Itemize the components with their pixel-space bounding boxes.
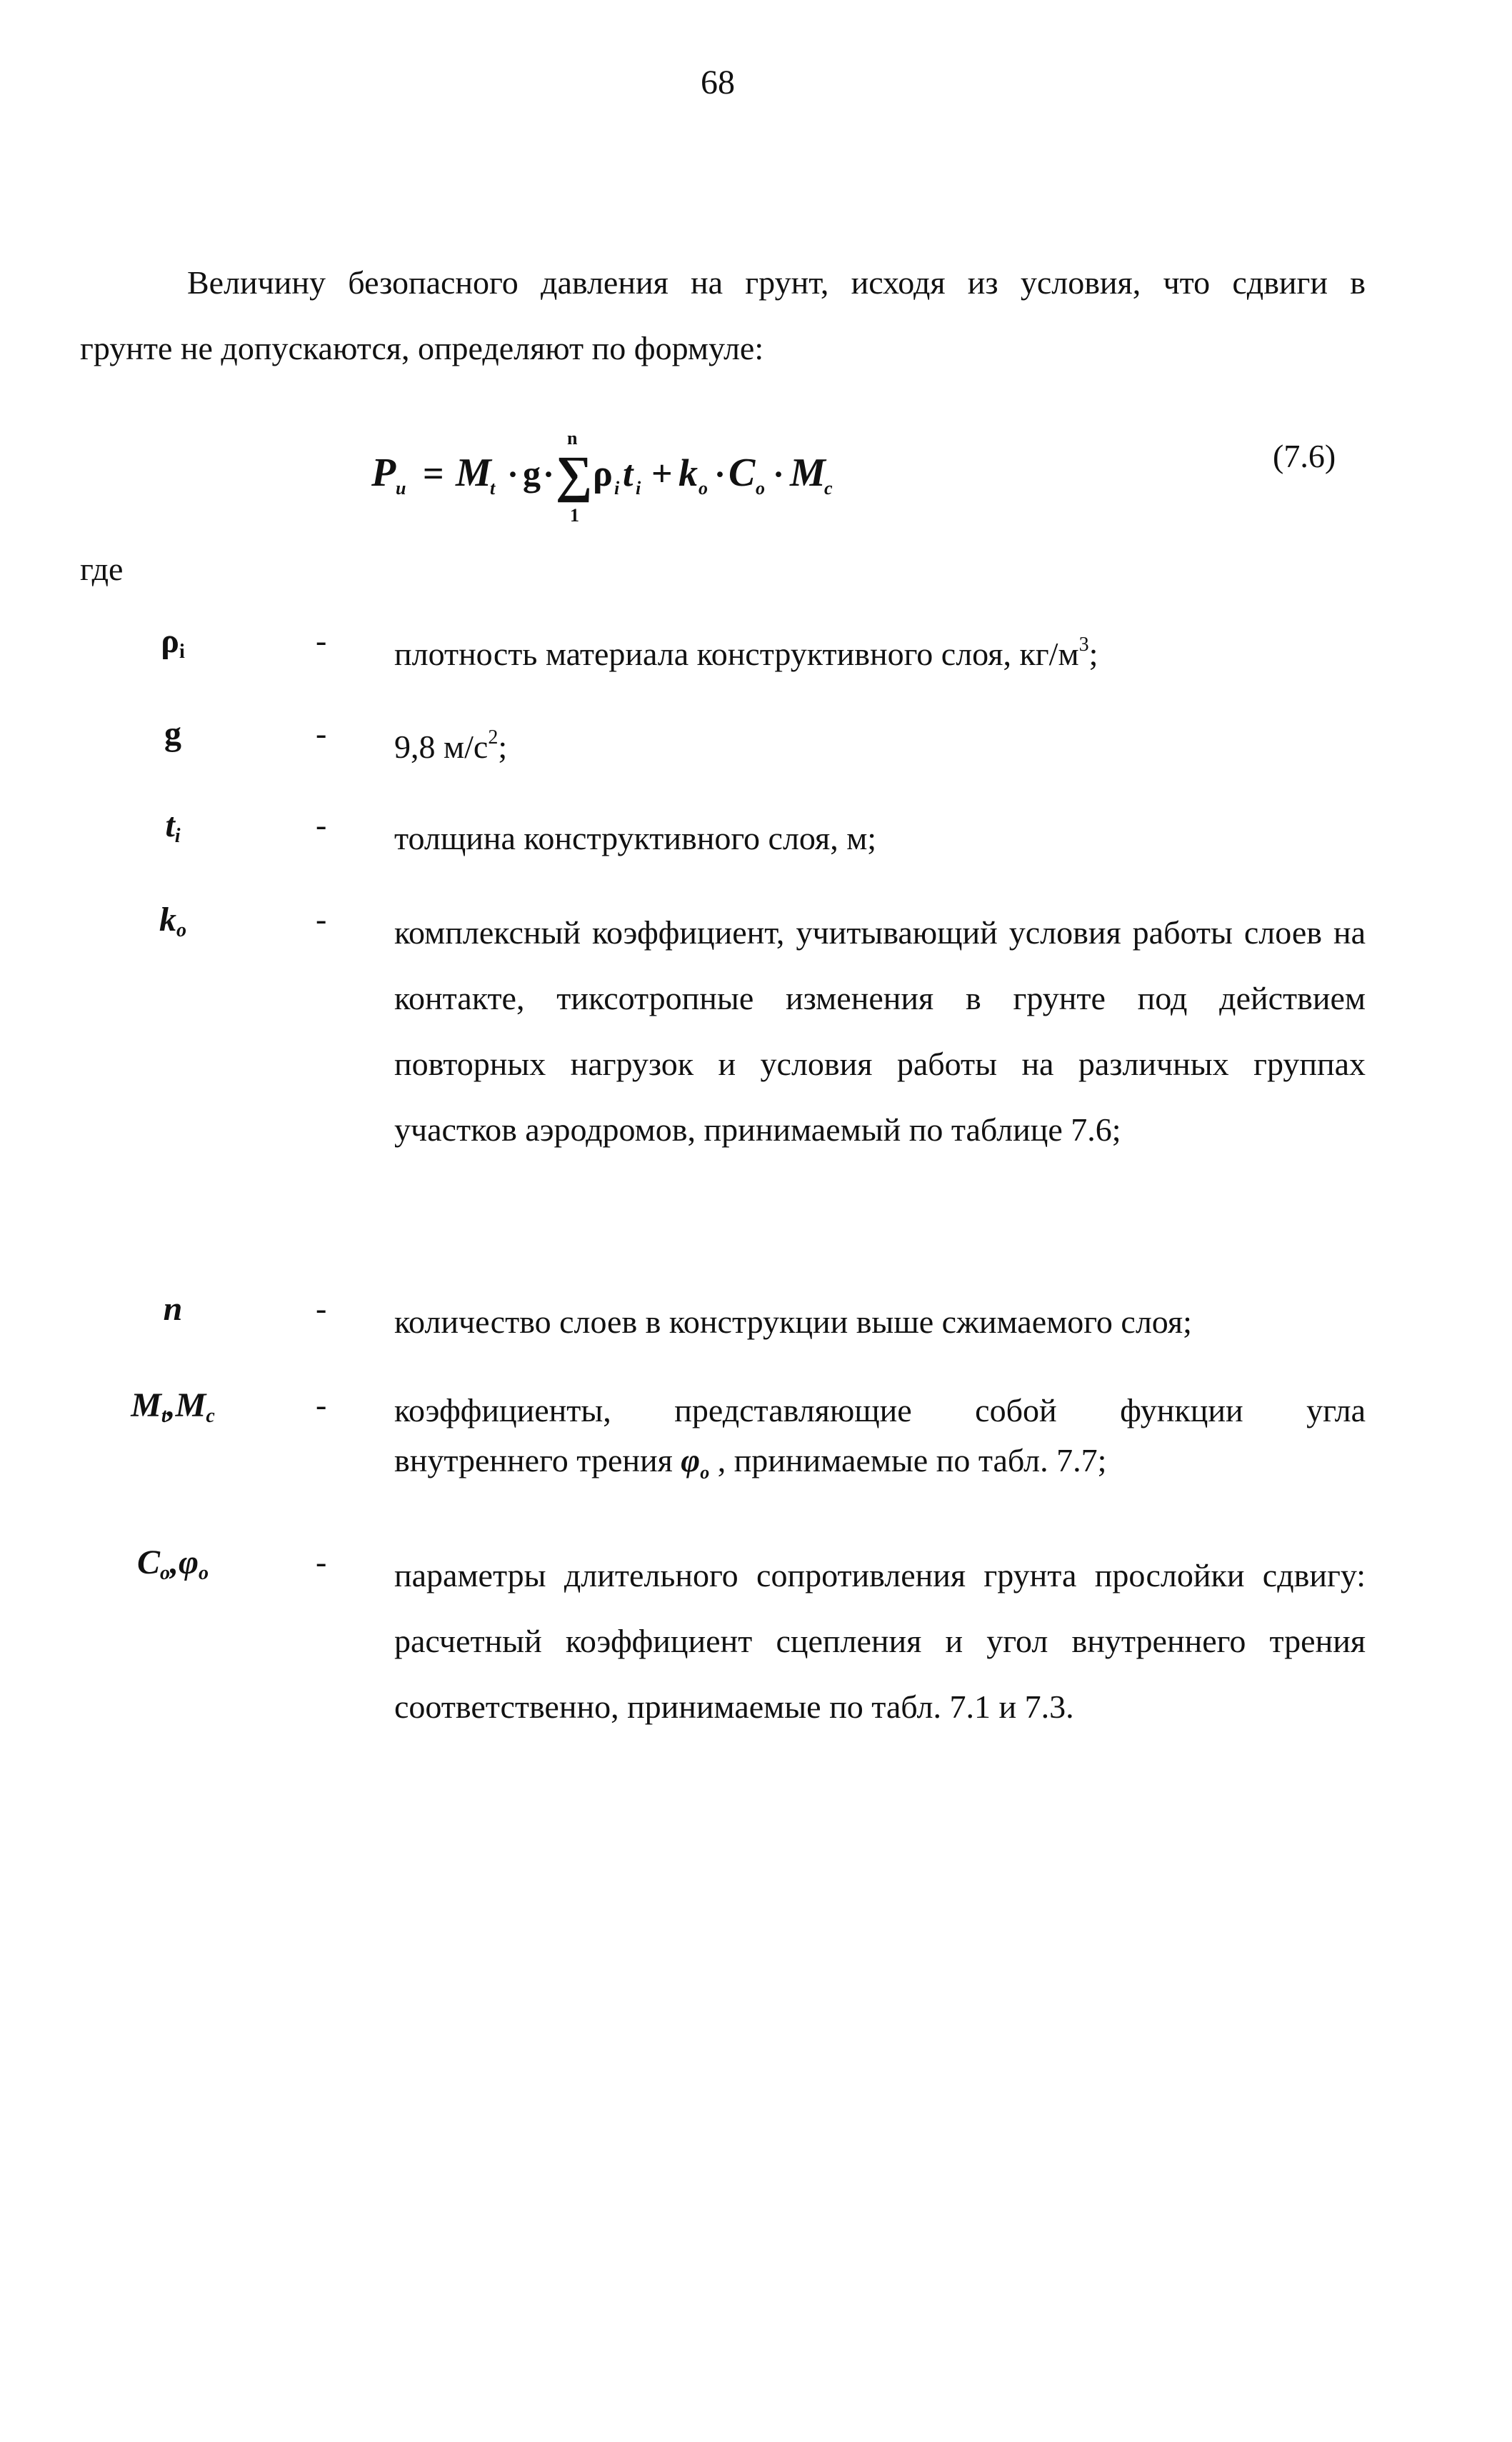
- symbol-main: t: [165, 806, 175, 844]
- symbol-main: M: [131, 1386, 161, 1424]
- intro-line-1: Величину безопасного давления на грунт, исходя из условия, что сдвиги в: [187, 264, 1366, 301]
- symbol-sub: t: [161, 1405, 167, 1427]
- formula-sum-bottom: 1: [570, 505, 579, 526]
- formula-m2-sub: c: [824, 478, 833, 499]
- symbol-second-sub: c: [206, 1405, 215, 1427]
- formula-dot-4: ·: [773, 456, 785, 494]
- intro-line-2: грунте не допускаются, определяют по формуле:: [80, 330, 764, 366]
- definition-symbol: [80, 1543, 266, 1585]
- where-label: где: [80, 551, 124, 587]
- definition-dash: -: [316, 901, 327, 937]
- definition-text: [394, 1386, 1366, 1498]
- symbol-second-sub: o: [199, 1562, 209, 1584]
- formula-m1-sub: t: [490, 478, 496, 499]
- symbol-main: ρ: [161, 622, 179, 660]
- formula-lhs: P: [371, 451, 396, 495]
- page-number: 68: [701, 64, 735, 101]
- formula-sum-top: n: [567, 428, 578, 449]
- definition-dash: -: [316, 806, 327, 843]
- formula-m1: M: [456, 451, 491, 495]
- definition-text-end: ;: [498, 729, 508, 765]
- formula-equals: =: [423, 454, 444, 494]
- definition-text-main: 9,8 м/с: [394, 729, 489, 765]
- definition-text-sup: 2: [488, 726, 499, 749]
- definition-dash: -: [316, 1386, 327, 1423]
- definition-text-line-1: коэффициенты, представляющие собой функции угла: [394, 1392, 1366, 1428]
- formula-c-sub: o: [756, 478, 765, 499]
- phi-sub: o: [700, 1462, 710, 1483]
- definition-text: [394, 621, 1366, 687]
- formula-c: C: [729, 451, 756, 495]
- definition-text-line-2-after: , принимаемые по табл. 7.7;: [717, 1442, 1107, 1478]
- symbol-second: M: [175, 1386, 206, 1424]
- formula-k: k: [679, 451, 698, 494]
- phi-symbol: [681, 1442, 710, 1483]
- formula-dot-3: ·: [714, 456, 726, 494]
- symbol-second: φ: [178, 1543, 199, 1581]
- definition-dash: -: [316, 715, 327, 751]
- symbol-main: C: [136, 1543, 160, 1581]
- symbol-sub: i: [179, 641, 185, 663]
- definition-text-main: плотность материала конструктивного слоя, кг/м: [394, 636, 1079, 672]
- definition-dash: -: [316, 622, 327, 659]
- definition-text: параметры длительного сопротивления грунта прослойки сдвигу: расчетный коэффициент сцепления и угол внутреннего трения соответственно, принимаемые по табл. 7.1 и 7.3.: [394, 1557, 1366, 1725]
- definition-symbol: [80, 1289, 266, 1328]
- definition-dash: -: [316, 1290, 327, 1326]
- formula-rho-sub: i: [614, 478, 620, 499]
- symbol-main: g: [164, 715, 181, 753]
- formula-plus: +: [651, 454, 673, 494]
- definition-symbol: [80, 806, 266, 848]
- phi-main: φ: [681, 1442, 701, 1478]
- definition-text: комплексный коэффициент, учитывающий условия работы слоев на контакте, тиксотропные изменения в грунте под действием повторных нагрузок и условия работы на различных группах участков аэродромов, принимаемый по таблице 7.6;: [394, 914, 1366, 1148]
- definition-text-end: ;: [1088, 636, 1098, 672]
- definition-dash: -: [316, 1543, 327, 1580]
- definition-text-line-2: [394, 1436, 1366, 1498]
- definition-symbol: [80, 900, 266, 942]
- definition-symbol: [80, 621, 266, 664]
- formula-lhs-sub: u: [396, 478, 406, 499]
- symbol-separator: ,: [169, 1543, 179, 1581]
- formula-sigma: ∑: [556, 446, 593, 503]
- formula-svg: [371, 429, 886, 536]
- formula-rho: ρ: [593, 454, 613, 494]
- formula-t: t: [623, 454, 634, 494]
- definition-text-line-2-before: внутреннего трения: [394, 1442, 673, 1478]
- intro-paragraph: [80, 250, 1366, 381]
- formula-m2: M: [790, 451, 826, 495]
- formula-dot-2: ·: [543, 456, 555, 494]
- formula-7-6: [371, 429, 886, 536]
- definition-symbol: [80, 1386, 266, 1428]
- formula-k-sub: o: [699, 478, 708, 499]
- formula-t-sub: i: [636, 478, 641, 499]
- symbol-sub: o: [176, 919, 186, 941]
- definition-text: толщина конструктивного слоя, м;: [394, 820, 877, 856]
- symbol-separator: ,: [166, 1386, 176, 1424]
- symbol-main: k: [159, 901, 176, 939]
- definition-text-sup: 3: [1078, 634, 1089, 656]
- symbol-sub: i: [174, 825, 181, 847]
- formula-number: (7.6): [1273, 438, 1336, 474]
- formula-dot-1: ·: [507, 456, 519, 494]
- formula-g: g: [523, 454, 541, 494]
- symbol-sub: o: [159, 1562, 170, 1584]
- definition-symbol: [80, 714, 266, 754]
- definition-text: [394, 714, 1366, 780]
- definition-text: количество слоев в конструкции выше сжимаемого слоя;: [394, 1303, 1192, 1340]
- symbol-main: n: [163, 1290, 183, 1328]
